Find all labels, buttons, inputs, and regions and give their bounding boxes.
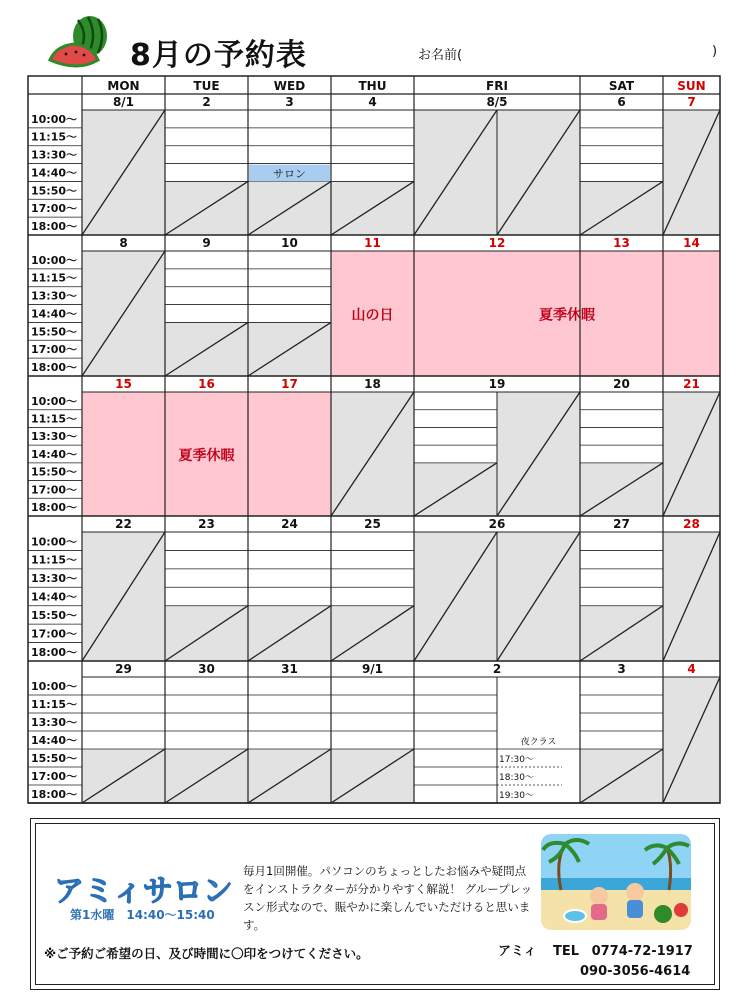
weekday-header-tue: TUE bbox=[193, 79, 220, 93]
date-label: 13 bbox=[613, 236, 630, 250]
time-label: 13:30〜 bbox=[31, 715, 78, 729]
tel-primary: 0774-72-1917 bbox=[591, 944, 693, 959]
time-label: 10:00〜 bbox=[31, 253, 78, 267]
date-label: 3 bbox=[285, 95, 294, 109]
weekday-header-wed: WED bbox=[273, 79, 306, 93]
time-label: 17:00〜 bbox=[31, 627, 78, 641]
name-field-close: ) bbox=[712, 44, 718, 59]
tel-secondary: 090-3056-4614 bbox=[580, 964, 691, 979]
night-time-label: 19:30〜 bbox=[499, 790, 534, 801]
weekday-header-sat: SAT bbox=[608, 79, 635, 93]
contact-name: アミィ bbox=[498, 944, 537, 959]
date-label: 23 bbox=[198, 517, 215, 531]
tel-label: TEL bbox=[553, 944, 580, 959]
date-label: 8/1 bbox=[112, 95, 135, 109]
date-label: 9 bbox=[202, 236, 211, 250]
beach-illustration bbox=[541, 834, 691, 930]
date-label: 8/5 bbox=[486, 95, 508, 109]
time-label: 11:15〜 bbox=[31, 697, 78, 711]
time-label: 10:00〜 bbox=[31, 394, 78, 408]
date-label: 2 bbox=[202, 95, 211, 109]
weekday-header-mon: MON bbox=[107, 79, 140, 93]
night-time-label: 18:30〜 bbox=[499, 772, 534, 783]
time-label: 18:00〜 bbox=[31, 645, 78, 659]
time-label: 11:15〜 bbox=[31, 271, 78, 285]
time-label: 10:00〜 bbox=[31, 112, 78, 126]
date-label: 14 bbox=[683, 236, 700, 250]
time-label: 13:30〜 bbox=[31, 430, 78, 444]
time-label: 17:00〜 bbox=[31, 483, 78, 497]
date-label: 11 bbox=[364, 236, 381, 250]
date-label: 25 bbox=[364, 517, 381, 531]
date-label: 3 bbox=[617, 662, 626, 676]
date-label: 8 bbox=[119, 236, 128, 250]
date-label: 4 bbox=[687, 662, 696, 676]
time-label: 10:00〜 bbox=[31, 679, 78, 693]
time-label: 14:40〜 bbox=[31, 307, 78, 321]
date-label: 24 bbox=[281, 517, 298, 531]
time-label: 18:00〜 bbox=[31, 361, 78, 374]
date-label: 29 bbox=[115, 662, 132, 676]
date-label: 4 bbox=[368, 95, 377, 109]
salon-description: 毎月1回開催。パソコンのちょっとしたお悩みや疑問点をインストラクターが分かりやすく解説！ グループレッスン形式なので、賑やかに楽しんでいただけると思います。 bbox=[243, 864, 533, 932]
weekday-header-sun: SUN bbox=[677, 79, 706, 93]
time-label: 14:40〜 bbox=[31, 590, 78, 604]
date-label: 17 bbox=[281, 377, 298, 391]
time-label: 10:00〜 bbox=[31, 535, 78, 549]
date-label: 31 bbox=[281, 662, 298, 676]
footer-box bbox=[30, 818, 720, 990]
time-label: 13:30〜 bbox=[31, 148, 78, 162]
time-label: 11:15〜 bbox=[31, 130, 78, 144]
night-class-label: 夜クラス bbox=[520, 737, 557, 748]
date-label: 16 bbox=[198, 377, 215, 391]
night-time-label: 17:30〜 bbox=[499, 754, 534, 765]
date-label: 26 bbox=[488, 517, 506, 531]
date-label: 7 bbox=[687, 95, 696, 109]
mountain-day-block-label: 山の日 bbox=[351, 307, 394, 324]
time-label: 18:00〜 bbox=[31, 787, 78, 801]
salon-logo: アミィサロン bbox=[54, 874, 233, 909]
date-label: 2 bbox=[492, 662, 502, 676]
time-label: 17:00〜 bbox=[31, 769, 78, 783]
watermelon-icon bbox=[50, 16, 107, 66]
summer-holiday-block-label: 夏季休暇 bbox=[178, 448, 235, 464]
time-label: 15:50〜 bbox=[31, 184, 78, 198]
date-label: 30 bbox=[198, 662, 215, 676]
time-label: 14:40〜 bbox=[31, 447, 78, 461]
date-label: 20 bbox=[613, 377, 630, 391]
time-label: 15:50〜 bbox=[31, 325, 78, 339]
time-label: 14:40〜 bbox=[31, 733, 78, 747]
time-label: 18:00〜 bbox=[31, 501, 78, 515]
name-field-label: お名前( bbox=[418, 48, 463, 63]
time-label: 15:50〜 bbox=[31, 751, 78, 765]
date-label: 10 bbox=[281, 236, 298, 250]
time-label: 14:40〜 bbox=[31, 166, 78, 180]
time-label: 15:50〜 bbox=[31, 465, 78, 479]
time-label: 18:00〜 bbox=[31, 220, 78, 233]
time-label: 11:15〜 bbox=[31, 553, 78, 567]
time-label: 15:50〜 bbox=[31, 608, 78, 622]
contact-block bbox=[498, 942, 693, 982]
weekday-header-fri: FRI bbox=[486, 79, 508, 93]
date-label: 27 bbox=[613, 517, 630, 531]
footer-inner-border bbox=[35, 823, 715, 985]
time-label: 13:30〜 bbox=[31, 289, 78, 303]
date-label: 9/1 bbox=[361, 662, 384, 676]
date-label: 15 bbox=[115, 377, 132, 391]
time-label: 11:15〜 bbox=[31, 412, 78, 426]
summer-holiday-block-label: 夏季休暇 bbox=[539, 307, 595, 324]
time-label: 17:00〜 bbox=[31, 343, 78, 357]
page-title: 8月の予約表 bbox=[130, 38, 307, 73]
time-label: 13:30〜 bbox=[31, 572, 78, 586]
date-label: 12 bbox=[488, 236, 506, 250]
date-label: 22 bbox=[115, 517, 132, 531]
date-label: 18 bbox=[364, 377, 381, 391]
reservation-note: ※ご予約ご希望の日、及び時間に〇印をつけてください。 bbox=[44, 946, 369, 961]
date-label: 6 bbox=[617, 95, 626, 109]
salon-label: サロン bbox=[273, 167, 306, 181]
time-label: 17:00〜 bbox=[31, 202, 78, 216]
date-label: 21 bbox=[683, 377, 700, 391]
salon-schedule: 第1水曜 14:40〜15:40 bbox=[70, 908, 215, 922]
date-label: 28 bbox=[683, 517, 700, 531]
date-label: 19 bbox=[488, 377, 506, 391]
weekday-header-thu: THU bbox=[358, 79, 387, 93]
